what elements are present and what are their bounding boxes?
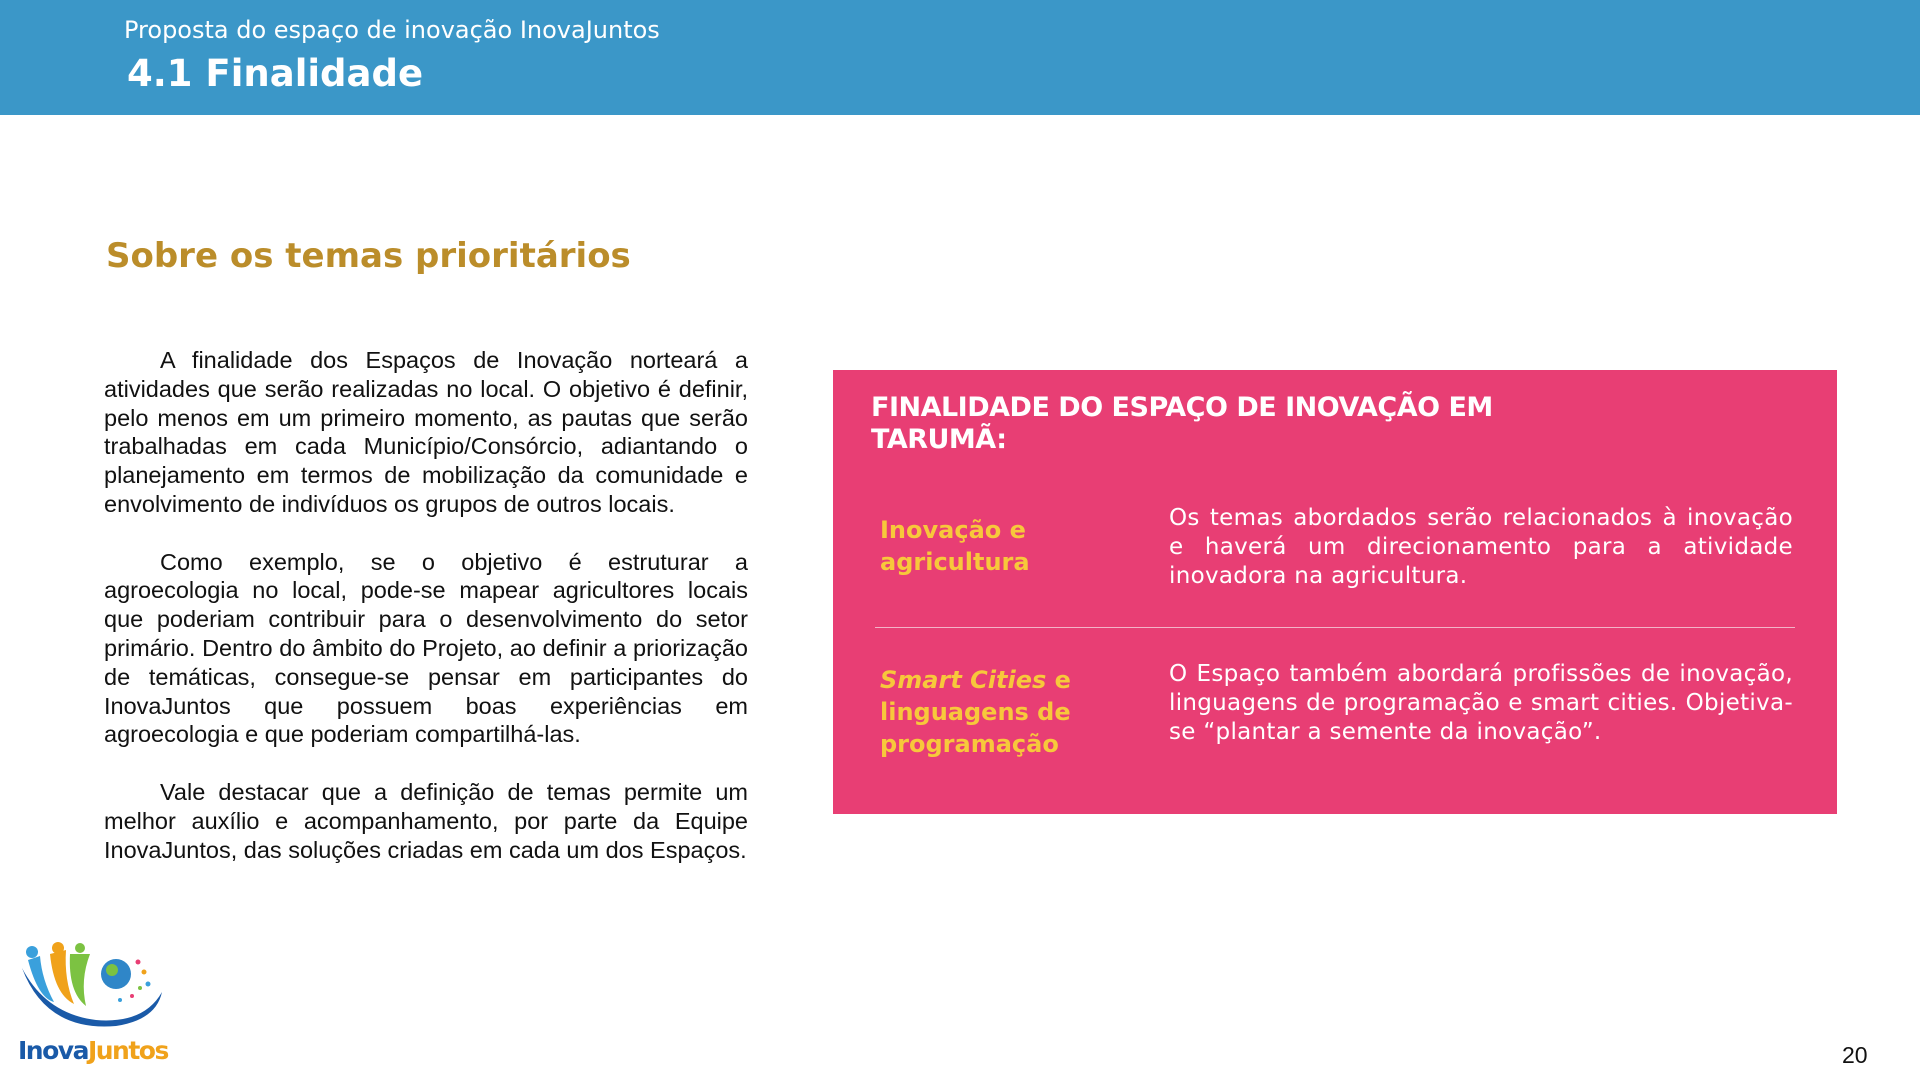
logo-text: [18, 1036, 168, 1065]
section-title: Sobre os temas prioritários: [106, 236, 631, 276]
purpose-box: [833, 370, 1837, 814]
logo-text-juntos: Juntos: [87, 1036, 168, 1065]
theme-label-innovation-agriculture: Inovação e agricultura: [880, 516, 1030, 576]
logo-text-inova: Inova: [18, 1036, 88, 1065]
theme-label-smart-cities-italic: Smart Cities: [880, 666, 1047, 694]
purpose-box-title: FINALIDADE DO ESPAÇO DE INOVAÇÃO EM TARUMÃ:: [871, 392, 1493, 455]
page-number: 20: [1842, 1042, 1868, 1068]
logo-graphic-icon: [16, 940, 166, 1040]
row-divider: [875, 627, 1795, 628]
inovajuntos-logo: [16, 940, 166, 1068]
theme-description-innovation-agriculture: Os temas abordados serão relacionados à inovação e haverá um direcionamento para a atividade inovadora na agricultura.: [1169, 505, 1793, 589]
theme-label-smart-cities: [880, 664, 1140, 760]
page-title: 4.1 Finalidade: [127, 52, 424, 95]
theme-label-smart-cities-rest: e linguagens de programação: [880, 666, 1071, 758]
header-subtitle: Proposta do espaço de inovação InovaJuntos: [124, 16, 660, 44]
body-text: [104, 346, 748, 864]
body-paragraph: Como exemplo, se o objetivo é estruturar a agroecologia no local, pode-se mapear agricultores locais que poderiam contribuir para o desenvolvimento do setor primário. Dentro do âmbito do Projeto, ao definir a priorização de temáticas, consegue-se pensar em participantes do InovaJuntos que possuem boas experiências em agroecologia e que poderiam compartilhá-las.: [104, 548, 748, 748]
header-bar: [0, 0, 1920, 115]
body-paragraph: Vale destacar que a definição de temas permite um melhor auxílio e acompanhamento, por parte da Equipe InovaJuntos, das soluções criadas em cada um dos Espaços.: [104, 778, 748, 863]
body-paragraph: A finalidade dos Espaços de Inovação norteará a atividades que serão realizadas no local. O objetivo é definir, pelo menos em um primeiro momento, as pautas que serão trabalhadas em cada Município/Consórcio, adiantando o planejamento em termos de mobilização da comunidade e envolvimento de indivíduos os grupos de outros locais.: [104, 347, 748, 517]
theme-description-smart-cities: O Espaço também abordará profissões de inovação, linguagens de programação e smart cities. Objetiva-se “plantar a semente da inovação”.: [1169, 661, 1793, 745]
